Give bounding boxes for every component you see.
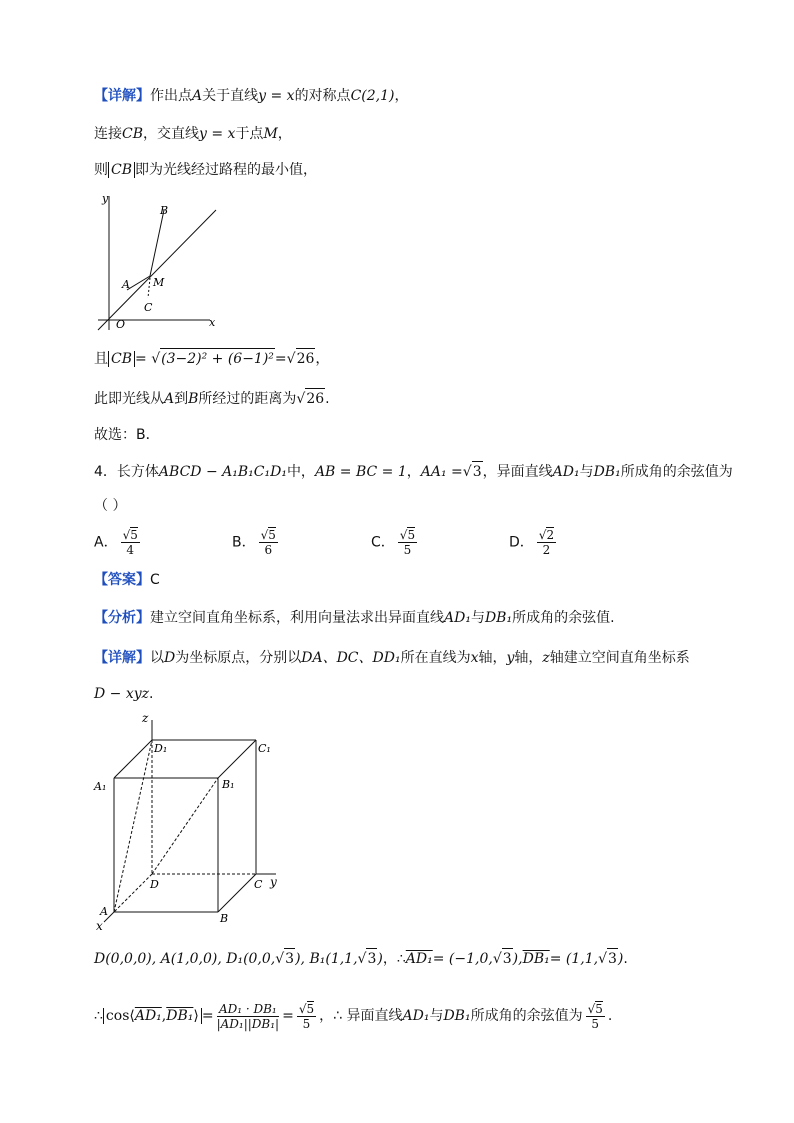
origin-label: O <box>116 318 126 331</box>
answer-line <box>94 570 160 590</box>
option-a[interactable]: A． $\frac{√5}{4}$ <box>94 528 138 557</box>
svg-text:B₁: B₁ <box>222 778 235 791</box>
analysis-tag: 【分析】 <box>94 610 150 626</box>
detail2-line-1: 【详解】以D为坐标原点，分别以DA、DC、DD₁所在直线为x轴，y轴，z轴建立空间直角坐标系 <box>94 650 690 666</box>
detail-line-1: 【详解】作出点A关于直线y = x的对称点C(2,1)， <box>94 88 409 104</box>
answer-tag: 【答案】 <box>94 572 150 588</box>
detail2-line-2: D − xyz. <box>94 686 154 702</box>
point-B-label: B <box>160 204 169 217</box>
option-c[interactable]: C． $\frac{√5}{5}$ <box>371 528 416 557</box>
point-M-label: M <box>153 276 165 289</box>
option-b[interactable]: B． $\frac{√5}{6}$ <box>232 528 276 557</box>
segment-MC <box>148 278 150 298</box>
line-y-equals-x <box>98 210 216 330</box>
x-label: x <box>209 316 216 329</box>
final-line: ∴ cos⟨AD₁,DB₁⟩ = $\frac{\text{AD₁ · DB₁}}{\text{|AD₁||DB₁|}}$ = $\frac{√5}{5}$ ，∴ 异面直线AD₁与DB₁所成角的余弦值为 $\frac{√5}{5}$ . <box>94 1001 613 1031</box>
svg-text:D₁: D₁ <box>154 742 168 755</box>
cuboid-figure <box>90 708 290 930</box>
option-d[interactable]: D． $\frac{√2}{2}$ <box>509 528 555 557</box>
q4-paren: （ ） <box>94 498 127 514</box>
svg-text:D: D <box>150 878 159 891</box>
svg-text:A₁: A₁ <box>94 780 107 793</box>
y-label: y <box>102 192 109 205</box>
detail-tag: 【详解】 <box>94 88 150 104</box>
distance-conclusion: 此即光线从A到B所经过的距离为√26. <box>94 388 330 409</box>
choice-line: 故选：B． <box>94 427 160 443</box>
svg-text:C₁: C₁ <box>258 742 271 755</box>
svg-text:z: z <box>142 711 149 725</box>
svg-text:B: B <box>220 912 229 925</box>
svg-text:x: x <box>96 919 103 930</box>
detail2-tag: 【详解】 <box>94 650 150 666</box>
analysis-line: 【分析】建立空间直角坐标系，利用向量法求出异面直线AD₁与DB₁所成角的余弦值. <box>94 610 615 626</box>
segment-MB <box>150 210 164 276</box>
detail-line-2: 连接CB，交直线y = x于点M， <box>94 126 292 142</box>
point-C-label: C <box>144 301 153 314</box>
reflection-figure <box>92 190 232 335</box>
detail-line-3: 则 CB 即为光线经过路程的最小值， <box>94 162 317 178</box>
svg-text:y: y <box>270 875 277 889</box>
svg-text:A: A <box>100 905 108 918</box>
answer-value: C <box>150 572 160 588</box>
svg-text:C: C <box>254 878 263 891</box>
segment-AM <box>127 276 150 290</box>
distance-line: 且 CB = √(3−2)² + (6−1)²=√26， <box>94 348 329 369</box>
point-A-label: A <box>122 278 130 291</box>
coordinates-line: D(0,0,0), A(1,0,0), D₁(0,0,√3), B₁(1,1,√3)，∴AD₁= (−1,0,√3),DB₁= (1,1,√3). <box>94 948 628 969</box>
q4-stem: 4．长方体ABCD − A₁B₁C₁D₁中，AB = BC = 1，AA₁ =√3，异面直线AD₁与DB₁所成角的余弦值为 <box>94 461 733 482</box>
